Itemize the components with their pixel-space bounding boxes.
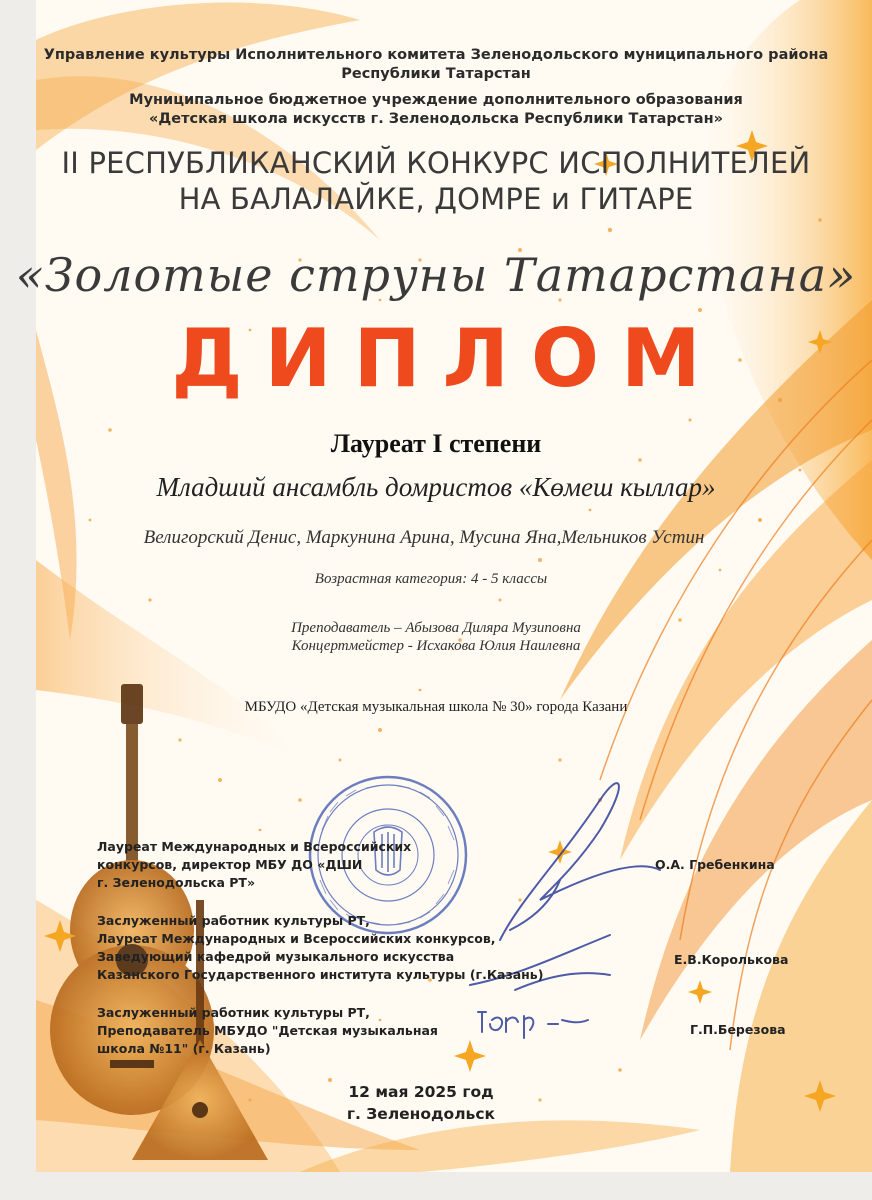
- ensemble-name: Младший ансамбль домристов «Көмеш кыллар»: [156, 472, 716, 502]
- signatory-1-name: О.А. Гребенкина: [655, 857, 775, 872]
- school-name: МБУДО «Детская музыкальная школа № 30» города Казани: [244, 699, 628, 715]
- age-category: Возрастная категория: 4 - 5 классы: [314, 571, 548, 587]
- signatory-1-title-line: конкурсов, директор МБУ ДО «ДШИ: [97, 857, 363, 872]
- signatory-1-title-line: Лауреат Международных и Всероссийских: [97, 839, 412, 854]
- header-line-2: Республики Татарстан: [341, 66, 531, 82]
- ensemble-members: Велигорский Денис, Маркунина Арина, Мусина Яна,Мельников Устин: [143, 527, 705, 548]
- header-line-4: «Детская школа искусств г. Зеленодольска Республики Татарстан»: [149, 111, 723, 127]
- header-line-1: Управление культуры Исполнительного комитета Зеленодольского муниципального района: [43, 47, 829, 63]
- signatory-2-title-line: Заведующий кафедрой музыкального искусства: [97, 949, 455, 964]
- signatory-2-title-line: Лауреат Международных и Всероссийских конкурсов,: [97, 931, 496, 946]
- header-line-3: Муниципальное бюджетное учреждение дополнительного образования: [129, 92, 743, 108]
- signatory-3-title-line: Заслуженный работник культуры РТ,: [97, 1005, 370, 1020]
- teacher-line: Преподаватель – Абызова Диляра Музиповна: [291, 620, 581, 636]
- signatory-3-title-line: школа №11" (г. Казань): [97, 1041, 271, 1056]
- signatory-1-title: [97, 838, 411, 892]
- contest-script-title: «Золотые струны Татарстана»: [15, 248, 857, 302]
- accompanist-line: Концертмейстер - Исхакова Юлия Наилевна: [291, 638, 581, 654]
- contest-title-line-1: II РЕСПУБЛИКАНСКИЙ КОНКУРС ИСПОЛНИТЕЛЕЙ: [61, 146, 811, 180]
- signatory-2-title-line: Заслуженный работник культуры РТ,: [97, 913, 370, 928]
- award-title: Лауреат I степени: [330, 429, 542, 458]
- contest-title-line-2: НА БАЛАЛАЙКЕ, ДОМРЕ и ГИТАРЕ: [178, 182, 694, 216]
- diploma-title: ДИПЛОМ: [171, 312, 723, 405]
- signatory-3-name: Г.П.Березова: [690, 1022, 786, 1037]
- signatory-2-title-line: Казанского Государственного института культуры (г.Казань): [97, 967, 544, 982]
- issue-date: 12 мая 2025 год: [348, 1083, 494, 1101]
- signatory-2-name: Е.В.Королькова: [674, 952, 789, 967]
- signatory-3-title: [97, 1004, 438, 1058]
- signatory-2-title: [97, 912, 543, 984]
- signatory-1-title-line: г. Зеленодольска РТ»: [97, 875, 256, 890]
- issue-city: г. Зеленодольск: [346, 1105, 496, 1123]
- signatory-3-title-line: Преподаватель МБУДО "Детская музыкальная: [97, 1023, 438, 1038]
